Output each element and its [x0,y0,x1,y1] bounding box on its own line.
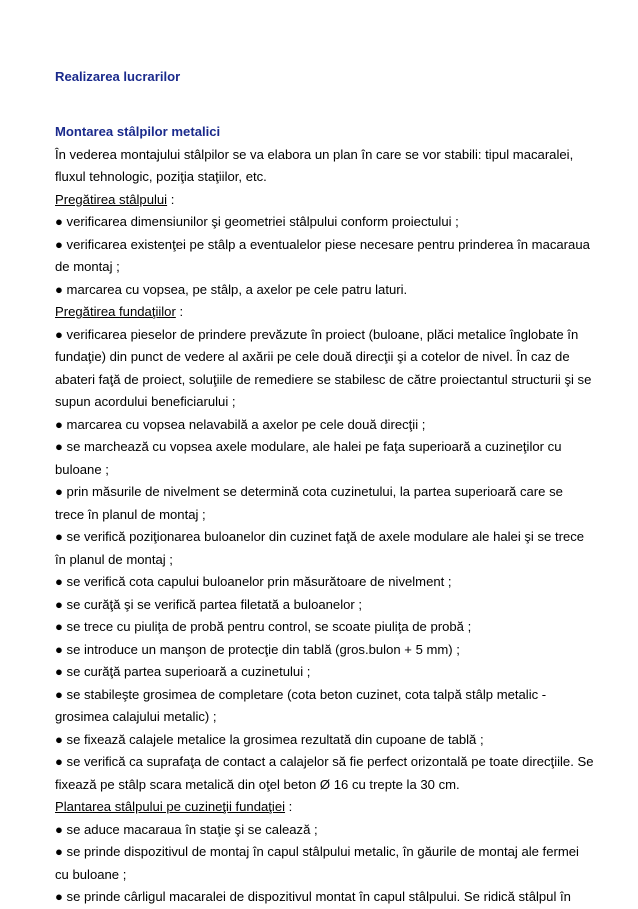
line-text: ● se verifică ca suprafaţa de contact a calajelor să fie perfect orizontală pe toate direcţiile. Se [55,754,594,769]
text-line [55,144,595,167]
text-line [55,729,595,752]
text-line [55,436,595,459]
subsection-heading-line [55,301,595,324]
subsection-heading-suffix: : [167,191,175,207]
line-text: ● verificarea existenţei pe stâlp a eventualelor piese necesare pentru prinderea în macaraua [55,236,590,252]
document-title: Realizarea lucrarilor [55,69,181,84]
line-text: supun acordului beneficiarului ; [55,394,236,409]
text-line [55,886,595,909]
text-line [55,234,595,257]
line-text: ● se verifică poziţionarea buloanelor din cuzinet faţă de axele modulare ale halei şi se trece [55,529,585,544]
line-text: în planul de montaj ; [55,551,173,567]
line-text: de montaj ; [55,259,120,274]
line-text: ● se verifică cota capului buloanelor prin măsurătoare de nivelment ; [55,574,452,589]
text-line [55,346,595,369]
text-line [55,481,595,504]
text-line [55,751,595,774]
line-text: trece în planul de montaj ; [55,506,206,522]
line-text: ● se curăţă partea superioară a cuzinetului ; [55,664,311,679]
text-line [55,324,595,347]
line-text: ● verificarea dimensiunilor şi geometriei stâlpului conform proiectului ; [55,214,459,229]
line-text: ● se stabileşte grosimea de completare (cota beton cuzinet, cota talpă stâlp metalic - [55,686,547,702]
subsection-heading: Plantarea stâlpului pe cuzineţii fundaţiei [55,799,286,814]
subsection-heading-suffix: : [285,799,293,814]
line-text: ● marcarea cu vopsea nelavabilă a axelor pe cele două direcţii ; [55,416,426,432]
text-line [55,459,595,482]
subsection-heading: Pregătirea stâlpului [55,191,168,207]
document-content [55,121,595,909]
text-line [55,549,595,572]
section-heading: Montarea stâlpilor metalici [55,124,221,139]
text-line [55,256,595,279]
line-text: ● se aduce macaraua în staţie şi se calează ; [55,821,318,837]
paragraph-lines [55,144,595,909]
line-text: buloane ; [55,461,109,477]
text-line [55,279,595,302]
text-line [55,864,595,887]
text-line [55,684,595,707]
text-line [55,819,595,842]
line-text: ● se curăţă şi se verifică partea filetată a buloanelor ; [55,596,363,612]
text-line [55,774,595,797]
line-text: ● se marchează cu vopsea axele modulare, ale halei pe faţa superioară a cuzineţilor cu [55,439,562,454]
line-text: ● prin măsurile de nivelment se determină cota cuzinetului, la partea superioară care se [55,484,563,499]
subsection-heading: Pregătirea fundaţiilor [55,304,176,319]
text-line [55,571,595,594]
subsection-heading-suffix: : [175,304,184,319]
text-line [55,414,595,437]
text-line [55,211,595,234]
text-line [55,369,595,392]
line-text: cu buloane ; [55,866,127,882]
line-text: ● se trece cu piuliţa de probă pentru control, se scoate piuliţa de probă ; [55,619,472,634]
subsection-heading-line [55,796,595,819]
text-line [55,616,595,639]
line-text: abateri faţă de proiect, soluţiile de remediere se stabilesc de către proiectantul structurii şi se [55,371,592,387]
text-line [55,166,595,189]
line-text: ● marcarea cu vopsea, pe stâlp, a axelor pe cele patru laturi. [55,281,408,297]
line-text: ● se prinde dispozitivul de montaj în capul stâlpului metalic, în găurile de montaj ale fermei [55,844,579,859]
line-text: ● verificarea pieselor de prindere prevăzute în proiect (buloane, plăci metalice înglobate în [55,326,579,342]
line-text: fluxul tehnologic, poziţia staţiilor, etc. [55,169,267,184]
text-line [55,706,595,729]
text-line [55,526,595,549]
line-text: În vederea montajului stâlpilor se va elabora un plan în care se vor stabili: tipul macaralei, [55,146,574,162]
text-line [55,661,595,684]
line-text: ● se prinde cârligul macaralei de dispozitivul montat în capul stâlpului. Se ridică stâlpul în [55,889,571,904]
text-line [55,504,595,527]
text-line [55,841,595,864]
text-line [55,639,595,662]
line-text: fundaţie) din punct de vedere al axării pe cele două direcţii şi a cotelor de nivel. În caz de [55,349,570,364]
subsection-heading-line [55,189,595,212]
text-line [55,391,595,414]
line-text: ● se fixează calajele metalice la grosimea rezultată din cupoane de tablă ; [55,731,484,747]
line-text: fixează pe stâlp scara metalică din oţel beton Ø 16 cu trepte la 30 cm. [55,776,460,792]
line-text: grosimea calajului metalic) ; [55,709,217,724]
text-line [55,594,595,617]
line-text: ● se introduce un manşon de protecţie din tablă (gros.bulon + 5 mm) ; [55,641,460,657]
